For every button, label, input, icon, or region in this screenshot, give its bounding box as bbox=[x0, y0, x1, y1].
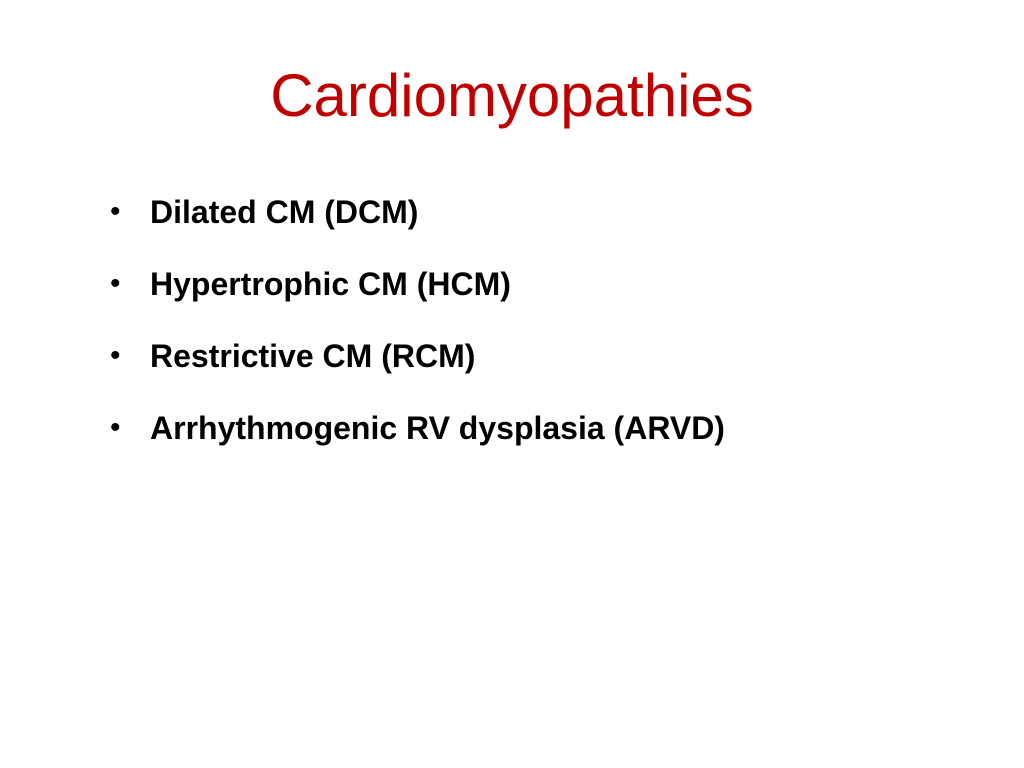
bullet-dot-icon: • bbox=[110, 195, 121, 228]
bullet-dot-icon: • bbox=[110, 339, 121, 372]
bullet-dot-icon: • bbox=[110, 411, 121, 444]
bullet-text: Restrictive CM (RCM) bbox=[150, 338, 476, 374]
bullet-text: Arrhythmogenic RV dysplasia (ARVD) bbox=[150, 410, 725, 446]
bullet-text: Hypertrophic CM (HCM) bbox=[150, 266, 511, 302]
bullet-dot-icon: • bbox=[110, 267, 121, 300]
slide-title: Cardiomyopathies bbox=[270, 62, 754, 129]
bullet-text: Dilated CM (DCM) bbox=[150, 194, 419, 230]
